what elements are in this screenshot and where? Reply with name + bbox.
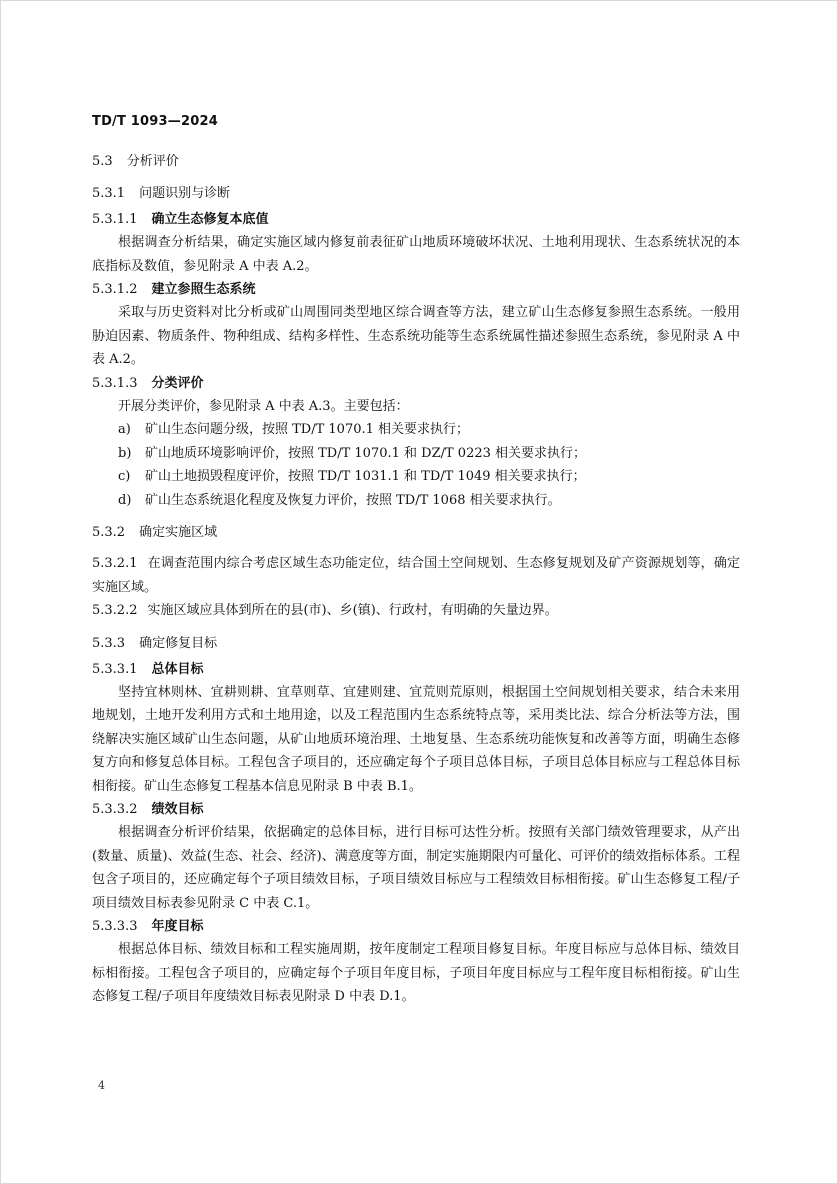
list-item xyxy=(92,418,740,442)
paragraph-number: 5.3.2.1 xyxy=(92,556,138,571)
numbered-paragraph-5-3-2-1 xyxy=(92,552,740,599)
heading-number: 5.3.1 xyxy=(92,186,126,201)
heading-title: 确定实施区域 xyxy=(139,525,218,540)
list-item xyxy=(92,442,740,466)
paragraph: 坚持宜林则林、宜耕则耕、宜草则草、宜建则建、宜荒则荒原则，根据国土空间规划相关要求，结合未来用地规划，土地开发利用方式和土地用途，以及工程范围内生态系统特点等，采用类比法、综合分析法等方法，围绕解决实施区域矿山生态问题，从矿山地质环境治理、土地复垦、生态系统功能恢复和改善等方面，明确生态修复方向和修复总体目标。工程包含子项目的，还应确定每个子项目总体目标，子项目总体目标应与工程总体目标相衔接。矿山生态修复工程基本信息见附录 B 中表 B.1。 xyxy=(92,684,740,794)
heading-title: 确定修复目标 xyxy=(139,635,218,651)
list-text: 矿山生态问题分级，按照 TD/T 1070.1 相关要求执行； xyxy=(145,422,470,437)
list-text: 矿山生态系统退化程度及恢复力评价，按照 TD/T 1068 相关要求执行。 xyxy=(145,492,561,508)
page-number: 4 xyxy=(98,1079,105,1092)
heading-number: 5.3.3.1 xyxy=(92,661,138,677)
heading-number: 5.3.3.2 xyxy=(92,802,138,817)
list-text: 矿山土地损毁程度评价，按照 TD/T 1031.1 和 TD/T 1049 相关要求执行； xyxy=(145,469,586,484)
heading-number: 5.3 xyxy=(92,154,113,169)
list-item xyxy=(92,489,740,513)
heading-title: 建立参照生态系统 xyxy=(151,282,256,297)
heading-title: 绩效目标 xyxy=(151,802,204,817)
paragraph-text: 在调查范围内综合考虑区域生态功能定位，结合国土空间规划、生态修复规划及矿产资源规划等，确定实施区域。 xyxy=(92,556,740,595)
heading-5-3-3 xyxy=(92,632,740,655)
heading-number: 5.3.1.2 xyxy=(92,282,138,297)
heading-number: 5.3.1.3 xyxy=(92,375,138,391)
heading-number: 5.3.2 xyxy=(92,525,126,540)
list-marker: c) xyxy=(118,469,131,484)
heading-5-3 xyxy=(92,150,740,173)
heading-title: 总体目标 xyxy=(151,661,204,677)
paragraph: 根据调查分析结果，确定实施区域内修复前表征矿山地质环境破坏状况、土地利用现状、生态系统状况的本底指标及数值，参见附录 A 中表 A.2。 xyxy=(92,235,740,274)
document-body xyxy=(92,150,740,1009)
heading-number: 5.3.3 xyxy=(92,635,126,651)
heading-title: 分析评价 xyxy=(126,154,179,169)
paragraph: 开展分类评价，参见附录 A 中表 A.3。主要包括： xyxy=(118,398,409,414)
heading-title: 问题识别与诊断 xyxy=(139,186,231,201)
paragraph-number: 5.3.2.2 xyxy=(92,603,138,618)
list-marker: b) xyxy=(118,445,132,461)
heading-5-3-3-1 xyxy=(92,658,740,681)
list-text: 矿山地质环境影响评价，按照 TD/T 1070.1 和 DZ/T 0223 相关要求执行； xyxy=(145,445,587,461)
list-marker: a) xyxy=(118,422,131,437)
document-id: TD/T 1093—2024 xyxy=(92,114,218,129)
heading-number: 5.3.1.1 xyxy=(92,212,138,227)
paragraph: 根据总体目标、绩效目标和工程实施周期，按年度制定工程项目修复目标。年度目标应与总体目标、绩效目标相衔接。工程包含子项目的，应确定每个子项目年度目标，子项目年度目标应与工程年度目标相衔接。矿山生态修复工程/子项目年度绩效目标表见附录 D 中表 D.1。 xyxy=(92,942,740,1004)
heading-5-3-2 xyxy=(92,521,740,544)
heading-5-3-3-2 xyxy=(92,798,740,821)
paragraph: 根据调查分析评价结果，依据确定的总体目标，进行目标可达性分析。按照有关部门绩效管理要求，从产出(数量、质量)、效益(生态、社会、经济)、满意度等方面，制定实施期限内可量化、可评价的绩效指标体系。工程包含子项目的，还应确定每个子项目绩效目标，子项目绩效目标应与工程绩效目标相衔接。矿山生态修复工程/子项目绩效目标表参见附录 C 中表 C.1。 xyxy=(92,825,740,911)
heading-5-3-1-3 xyxy=(92,372,740,395)
heading-5-3-1-1 xyxy=(92,208,740,231)
heading-title: 年度目标 xyxy=(151,919,204,934)
heading-title: 分类评价 xyxy=(151,375,204,391)
numbered-paragraph-5-3-2-2 xyxy=(92,599,740,623)
paragraph-text: 实施区域应具体到所在的县(市)、乡(镇)、行政村，有明确的矢量边界。 xyxy=(147,603,558,618)
heading-5-3-3-3 xyxy=(92,915,740,938)
heading-title: 确立生态修复本底值 xyxy=(151,212,269,227)
heading-number: 5.3.3.3 xyxy=(92,919,138,934)
heading-5-3-1 xyxy=(92,182,740,205)
list-marker: d) xyxy=(118,492,132,508)
heading-5-3-1-2 xyxy=(92,278,740,301)
paragraph: 采取与历史资料对比分析或矿山周围同类型地区综合调查等方法，建立矿山生态修复参照生态系统。一般用胁迫因素、物质条件、物种组成、结构多样性、生态系统功能等生态系统属性描述参照生态系统，参见附录 A 中表 A.2。 xyxy=(92,305,740,367)
list-item xyxy=(92,465,740,489)
